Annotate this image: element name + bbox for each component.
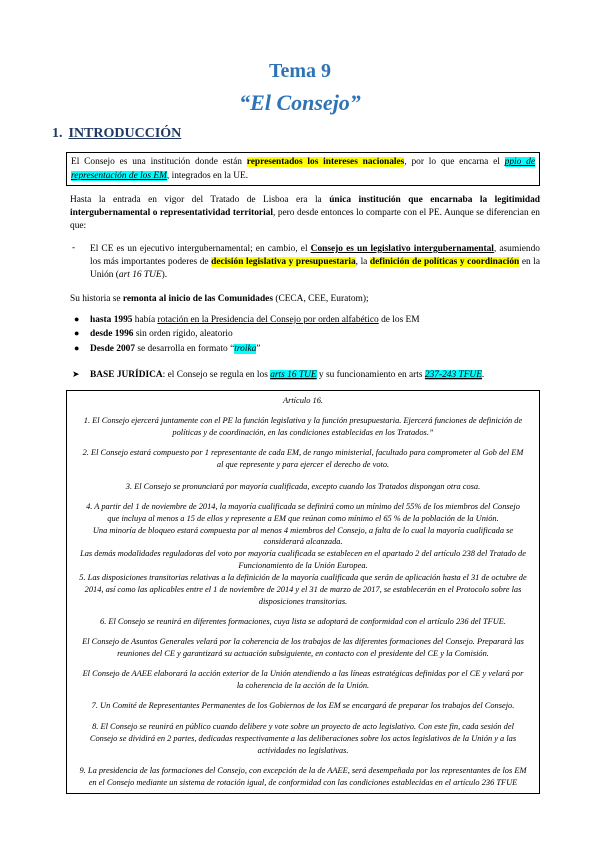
base-label: BASE JURÍDICA [90,370,163,380]
para-bold: única institución que encarnaba la legitimidad intergubernamental o representatividad territorial [70,195,540,218]
dash-item [90,243,540,282]
box-highlight-2: ppio de representación de los EM [71,157,535,181]
bullet-text: ” [256,344,261,354]
arrow-icon: ➤ [72,369,80,379]
bullet-bold: hasta 1995 [90,315,133,325]
base-text: : el Consejo se regula en los [162,370,271,380]
bullet-icon: ● [74,328,80,338]
item-text: , la [355,257,370,267]
section-title: INTRODUCCIÓN [68,126,182,141]
dash-marker: - [72,243,76,253]
article-line: disposiciones transitorias. [258,597,348,606]
bullet-highlight: troika [234,344,257,354]
item-highlight: decisión legislativa y presupuestaria [211,257,356,267]
base-text: y su funcionamiento en arts [316,370,425,380]
article-line: que incluya al menos a 15 de ellos y represente a EM que reúnan como mínimo el 65 % de la población de la Unión. [107,514,499,523]
article-title: Artículo 16. [282,396,323,405]
article-line: 7. Un Comité de Representantes Permanentes de los Gobiernos de los EM se encargará de preparar los trabajos del Consejo. [91,701,515,710]
article-line: 9. La presidencia de las formaciones del Consejo, con excepción de la de AAEE, será desempeñada por los representantes de los EM [79,766,527,775]
bullet-underline: rotación en la Presidencia del Consejo por orden alfabético [157,315,379,325]
paragraph-lisboa [70,194,540,233]
article-line: 2. El Consejo estará compuesto por 1 representante de cada EM, de rango ministerial, facultado para comprometer al Gob del EM [82,448,524,457]
bullet-item [90,328,540,341]
box-text: , integrados en la UE. [166,171,249,181]
section-heading [52,126,181,142]
article-line: en el Consejo mediante un sistema de rotación igual, de conformidad con las condiciones establecidas en el artículo 236 TFUE [88,778,518,787]
bullet-text: había [132,315,158,325]
item-highlight: definición de políticas y coordinación [369,257,520,267]
article-line: 4. A partir del 1 de noviembre de 2014, la mayoría cualificada se definirá como un mínimo del 55% de los miembros del Consejo [86,502,520,511]
para-text: , pero desde entonces lo comparte con el PE. Aunque se diferencian en que: [70,208,540,231]
article-box [66,390,540,794]
item-text: ). [161,270,168,280]
item-text: , asumiendo los más importantes poderes de [90,244,540,267]
article-line: 3. El Consejo se pronunciará por mayoría cualificada, excepto cuando los Tratados dispongan otra cosa. [125,482,481,491]
article-line: El Consejo de Asuntos Generales velará por la coherencia de los trabajos de las diferentes formaciones del Consejo. Preparará las [82,637,524,646]
article-line: 1. El Consejo ejercerá juntamente con el PE la función legislativa y la función presupuestaria. Ejercerá funciones de definición de [83,416,523,425]
article-line: 5. Las disposiciones transitorias relativas a la definición de la mayoría cualificada que serán de aplicación hasta el 31 de octubre de [79,573,527,582]
article-line: El Consejo de AAEE elaborará la acción exterior de la Unión atendiendo a las líneas estratégicas definidas por el CE y velará por [82,669,524,678]
doc-subtitle: “El Consejo” [239,90,361,115]
bullet-item [90,314,540,327]
article-line: 6. El Consejo se reunirá en diferentes formaciones, cuya lista se adoptará de conformidad con el artículo 236 del TFUE. [100,617,506,626]
article-line: reuniones del CE y garantizará su actuación subsiguiente, en contacto con el presidente del CE y la Comisión. [117,649,489,658]
bullet-text: sin orden rígido, aleatorio [133,329,233,339]
article-line: la coherencia de la acción de la Unión. [236,681,370,690]
bullet-text: de los EM [378,315,420,325]
item-italic: art 16 TUE [118,270,162,280]
base-link[interactable]: arts 16 TUE [270,370,317,380]
bullet-icon: ● [74,343,80,353]
article-line: Consejo se dividirá en 2 partes, dedicadas respectivamente a las deliberaciones sobre los actos legislativos de la Unión y a las [89,734,517,743]
para-text: Su historia se [70,294,123,304]
article-line: 8. El Consejo se reunirá en público cuando delibere y vote sobre un proyecto de acto legislativo. Con este fin, cada sesión del [92,722,514,731]
bullet-bold: Desde 2007 [90,344,136,354]
bullet-text: se desarrolla en formato “ [135,344,235,354]
section-number: 1. [52,126,63,141]
box-text: El Consejo es una institución donde están [71,157,247,167]
article-line: políticas y de coordinación, en las condiciones establecidas en los Tratados.” [172,428,434,437]
para-text: Hasta la entrada en vigor del Tratado de Lisboa era la [70,195,330,205]
base-juridica [90,369,540,382]
doc-title: Tema 9 [268,60,332,82]
article-line: Una minoría de bloqueo estará compuesta por al menos 4 miembros del Consejo, a falta de lo cual la mayoría cualificada se [92,526,514,535]
bullet-icon: ● [74,314,80,324]
article-line: Funcionamiento de la Unión Europea. [238,561,368,570]
article-line: Las demás modalidades reguladoras del voto por mayoría cualificada se establecen en el apartado 2 del artículo 238 del Tratado de [80,549,526,558]
para-bold: remonta al inicio de las Comunidades [122,294,273,304]
item-text: El CE es un ejecutivo intergubernamental; en cambio, el [90,244,311,254]
intro-box [66,152,540,186]
article-line: al que represente y para ejercer el derecho de voto. [216,460,390,469]
article-line: actividades no legislativas. [257,746,349,755]
article-line: 2014, así como las aplicables entre el 1 de noviembre de 2014 y el 31 de marzo de 2017, se establecerán en el Protocolo sobre las [84,585,522,594]
item-bold: Consejo es un legislativo intergubernamental [310,244,494,254]
box-text: , por lo que encarna el [404,157,505,167]
paragraph-historia [70,293,540,306]
item-text: en la Unión ( [90,257,540,280]
bullet-item [90,343,540,356]
article-line: considerará alcanzada. [263,537,343,546]
para-text: (CECA, CEE, Euratom); [272,294,369,304]
base-text: . [481,370,485,380]
bullet-bold: desde 1996 [90,329,134,339]
box-highlight-1: representados los intereses nacionales [246,157,405,167]
base-link[interactable]: 237-243 TFUE [424,370,482,380]
